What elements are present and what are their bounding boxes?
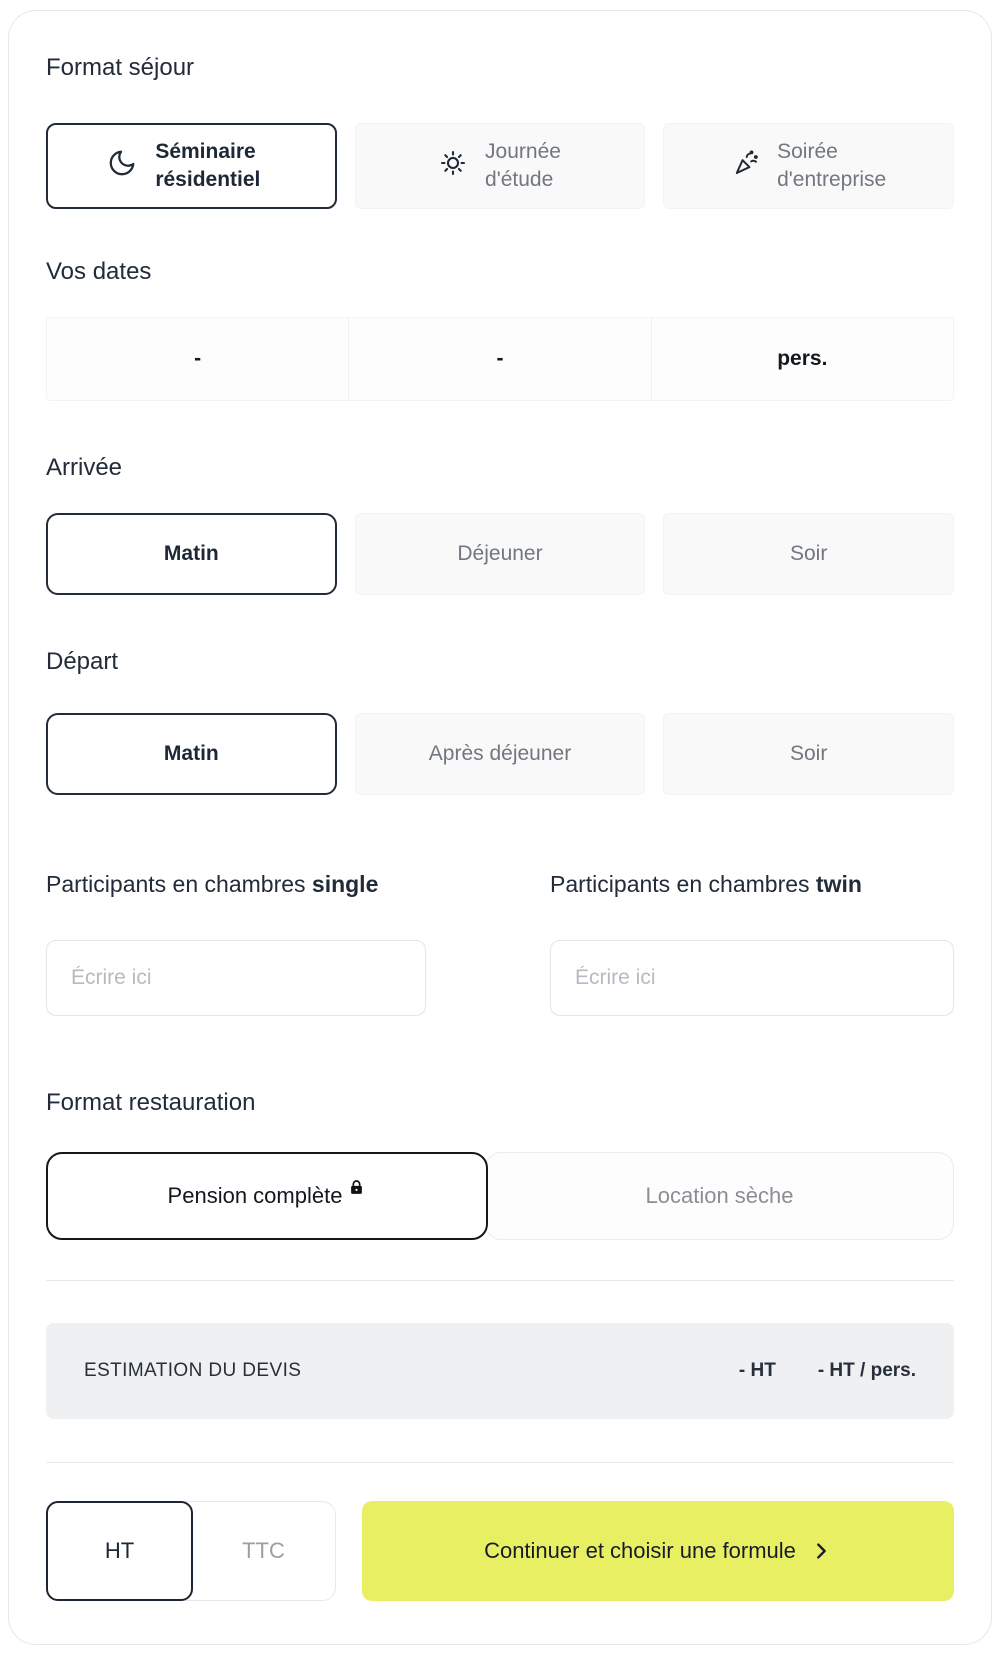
continue-button[interactable] (362, 1501, 954, 1601)
tax-toggle (46, 1501, 336, 1601)
participants-twin-input[interactable] (550, 940, 954, 1016)
footer-actions (46, 1501, 954, 1601)
dates-label: Vos dates (46, 258, 152, 285)
option-soiree-entreprise[interactable] (663, 123, 954, 209)
arrivee-options (46, 513, 954, 595)
depart-soir-button[interactable]: Soir (663, 713, 954, 795)
arrivee-matin-button[interactable]: Matin (46, 513, 337, 595)
date-start-field[interactable]: - (194, 347, 202, 370)
pension-complete-label: Pension complète (167, 1183, 343, 1208)
estimation-per-person-ht: - HT / pers. (817, 1360, 916, 1381)
dates-picker (46, 317, 954, 401)
option-label: Séminaire résidentiel (155, 140, 261, 191)
option-label: Soirée d'entreprise (777, 140, 887, 191)
pension-complete-button[interactable] (46, 1152, 488, 1240)
continue-button-label: Continuer et choisir une formule (484, 1538, 796, 1563)
participants-single-label: Participants en chambres single (46, 871, 379, 897)
chevron-right-icon (810, 1540, 832, 1562)
lock-icon (347, 1178, 366, 1197)
estimation-bar (46, 1323, 954, 1419)
format-sejour-options (46, 123, 954, 209)
arrivee-dejeuner-button[interactable]: Déjeuner (355, 513, 646, 595)
location-seche-button[interactable]: Location sèche (485, 1152, 954, 1240)
estimation-label: ESTIMATION DU DEVIS (84, 1360, 302, 1381)
depart-matin-button[interactable]: Matin (46, 713, 337, 795)
participants-twin-label: Participants en chambres twin (550, 871, 862, 897)
participants-single-input[interactable] (46, 940, 426, 1016)
tax-ttc-button[interactable]: TTC (242, 1538, 285, 1563)
estimation-total-ht: - HT (738, 1360, 776, 1381)
option-seminaire-residentiel[interactable] (46, 123, 337, 209)
arrivee-soir-button[interactable]: Soir (663, 513, 954, 595)
option-label: Journée d'étude (485, 140, 561, 191)
moon-icon (107, 148, 137, 184)
divider (46, 1462, 954, 1463)
arrivee-label: Arrivée (46, 454, 123, 481)
participants-labels (46, 871, 954, 898)
booking-quote-card (8, 10, 992, 1645)
option-journee-etude[interactable] (355, 123, 646, 209)
sun-icon (439, 149, 467, 183)
estimation-values (739, 1360, 916, 1382)
restauration-label: Format restauration (46, 1089, 256, 1116)
depart-label: Départ (46, 648, 119, 675)
depart-apres-dejeuner-button[interactable]: Après déjeuner (355, 713, 646, 795)
date-end-field[interactable]: - (348, 318, 650, 400)
depart-options (46, 713, 954, 795)
restauration-options (46, 1152, 954, 1240)
format-sejour-label: Format séjour (46, 54, 195, 81)
participants-inputs (46, 940, 954, 1016)
divider (46, 1280, 954, 1281)
participants-count-field[interactable]: pers. (651, 318, 953, 400)
tax-ht-button[interactable]: HT (46, 1501, 193, 1601)
party-popper-icon (731, 149, 759, 183)
